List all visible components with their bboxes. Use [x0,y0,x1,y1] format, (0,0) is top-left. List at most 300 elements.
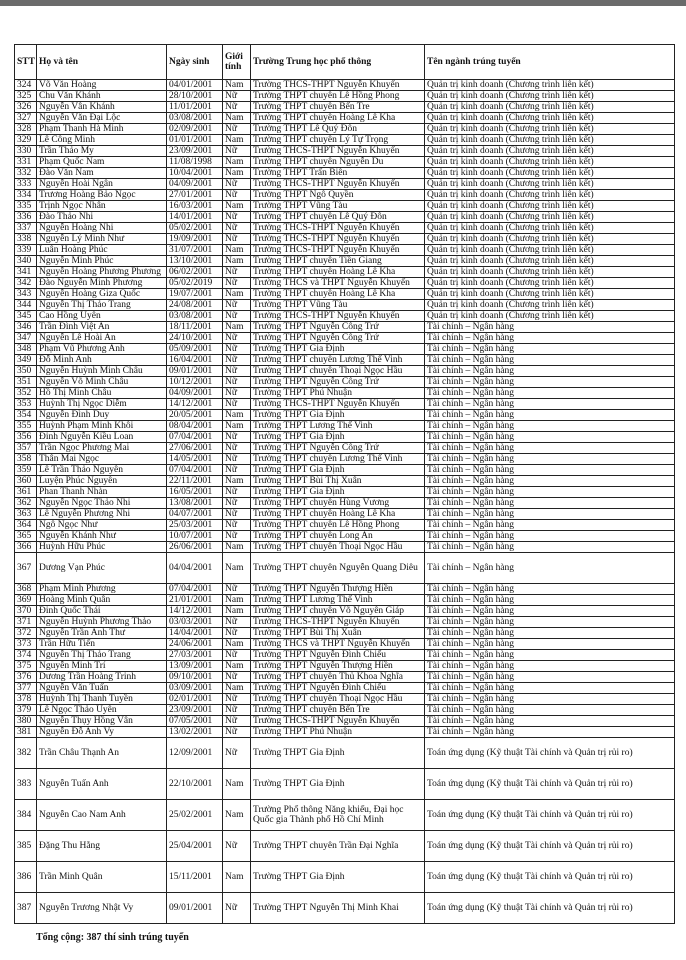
cell-dob: 02/09/2001 [167,124,223,135]
cell-major: Tài chính – Ngân hàng [425,595,675,606]
table-row [15,333,675,344]
cell-stt: 373 [15,639,37,650]
cell-major: Tài chính – Ngân hàng [425,432,675,443]
cell-school: Trường THPT Trấn Biên [251,168,425,179]
cell-major: Tài chính – Ngân hàng [425,705,675,716]
cell-dob: 16/05/2001 [167,487,223,498]
cell-major: Tài chính – Ngân hàng [425,421,675,432]
cell-name: Đào Văn Nam [37,168,167,179]
table-row [15,769,675,800]
cell-name: Trần Minh Quân [37,862,167,893]
cell-name: Đỗ Minh Anh [37,355,167,366]
cell-dob: 23/09/2001 [167,146,223,157]
cell-name: Nguyễn Trần Anh Thư [37,628,167,639]
cell-dob: 15/11/2001 [167,862,223,893]
cell-school: Trường THCS-THPT Nguyễn Khuyến [251,80,425,91]
cell-gender: Nam [223,201,251,212]
cell-gender: Nữ [223,366,251,377]
cell-major: Tài chính – Ngân hàng [425,672,675,683]
cell-major: Quản trị kinh doanh (Chương trình liên kết) [425,267,675,278]
cell-major: Tài chính – Ngân hàng [425,542,675,553]
cell-gender: Nữ [223,146,251,157]
cell-dob: 26/06/2001 [167,542,223,553]
cell-gender: Nam [223,862,251,893]
cell-school: Trường THPT chuyên Bến Tre [251,102,425,113]
cell-stt: 346 [15,322,37,333]
cell-school: Trường THPT Nguyễn Công Trứ [251,443,425,454]
cell-dob: 11/08/1998 [167,157,223,168]
cell-name: Nguyễn Hoàng Phương Phương [37,267,167,278]
cell-major: Tài chính – Ngân hàng [425,377,675,388]
cell-major: Quản trị kinh doanh (Chương trình liên kết) [425,124,675,135]
cell-stt: 331 [15,157,37,168]
table-row [15,168,675,179]
cell-dob: 27/01/2001 [167,190,223,201]
cell-school: Trường THPT chuyên Thủ Khoa Nghĩa [251,672,425,683]
cell-dob: 10/07/2001 [167,531,223,542]
cell-major: Quản trị kinh doanh (Chương trình liên kết) [425,278,675,289]
cell-stt: 374 [15,650,37,661]
cell-school: Trường THPT chuyên Lê Hồng Phong [251,520,425,531]
cell-name: Nguyễn Văn Đại Lộc [37,113,167,124]
cell-gender: Nữ [223,124,251,135]
cell-name: Nguyễn Lý Minh Như [37,234,167,245]
cell-stt: 325 [15,91,37,102]
cell-stt: 360 [15,476,37,487]
cell-gender: Nữ [223,311,251,322]
cell-gender: Nữ [223,399,251,410]
cell-major: Tài chính – Ngân hàng [425,531,675,542]
cell-gender: Nam [223,410,251,421]
cell-stt: 327 [15,113,37,124]
table-row [15,705,675,716]
cell-school: Trường THCS-THPT Nguyễn Khuyến [251,245,425,256]
cell-dob: 24/10/2001 [167,333,223,344]
table-row [15,278,675,289]
cell-dob: 04/09/2001 [167,179,223,190]
cell-gender: Nữ [223,377,251,388]
cell-major: Tài chính – Ngân hàng [425,443,675,454]
cell-gender: Nữ [223,893,251,924]
cell-school: Trường THPT Nguyễn Thị Minh Khai [251,893,425,924]
cell-dob: 13/08/2001 [167,498,223,509]
cell-name: Nguyễn Võ Minh Châu [37,377,167,388]
cell-major: Quản trị kinh doanh (Chương trình liên kết) [425,245,675,256]
table-row [15,639,675,650]
cell-stt: 340 [15,256,37,267]
cell-major: Tài chính – Ngân hàng [425,520,675,531]
cell-gender: Nữ [223,705,251,716]
table-row [15,135,675,146]
cell-stt: 375 [15,661,37,672]
table-row [15,831,675,862]
cell-gender: Nữ [223,831,251,862]
cell-school: Trường THPT chuyên Nguyễn Du [251,157,425,168]
table-row [15,421,675,432]
cell-stt: 334 [15,190,37,201]
cell-dob: 07/04/2001 [167,432,223,443]
cell-major: Tài chính – Ngân hàng [425,553,675,584]
cell-stt: 372 [15,628,37,639]
cell-dob: 10/12/2001 [167,377,223,388]
cell-gender: Nữ [223,443,251,454]
cell-school: Trường THPT chuyên Hoàng Lê Kha [251,113,425,124]
cell-stt: 347 [15,333,37,344]
table-row [15,683,675,694]
cell-name: Huỳnh Hữu Phúc [37,542,167,553]
table-row [15,124,675,135]
cell-gender: Nữ [223,520,251,531]
cell-name: Phạm Thanh Hà Minh [37,124,167,135]
table-row [15,476,675,487]
cell-school: Trường THPT Nguyễn Công Trứ [251,377,425,388]
cell-name: Trần Ngọc Phương Mai [37,443,167,454]
cell-name: Lê Trần Thảo Nguyên [37,465,167,476]
table-row [15,800,675,831]
total-summary: Tổng cộng: 387 thí sinh trúng tuyển [36,932,189,943]
cell-major: Tài chính – Ngân hàng [425,727,675,738]
cell-stt: 368 [15,584,37,595]
table-row [15,377,675,388]
cell-name: Nguyễn Minh Phúc [37,256,167,267]
table-row [15,738,675,769]
cell-name: Trịnh Ngọc Nhân [37,201,167,212]
cell-name: Trần Đình Việt An [37,322,167,333]
cell-school: Trường THPT chuyên Tiền Giang [251,256,425,267]
cell-name: Lê Nguyễn Phương Nhi [37,509,167,520]
cell-school: Trường THPT chuyên Lương Thế Vinh [251,454,425,465]
cell-dob: 03/09/2001 [167,683,223,694]
cell-gender: Nữ [223,531,251,542]
cell-major: Tài chính – Ngân hàng [425,410,675,421]
cell-gender: Nam [223,80,251,91]
cell-name: Đào Nguyễn Minh Phương [37,278,167,289]
cell-school: Trường THPT chuyên Hoàng Lê Kha [251,289,425,300]
cell-stt: 338 [15,234,37,245]
cell-major: Quản trị kinh doanh (Chương trình liên kết) [425,256,675,267]
cell-gender: Nữ [223,487,251,498]
cell-stt: 344 [15,300,37,311]
cell-major: Tài chính – Ngân hàng [425,683,675,694]
cell-dob: 22/10/2001 [167,769,223,800]
cell-stt: 383 [15,769,37,800]
cell-name: Dương Vạn Phúc [37,553,167,584]
cell-school: Trường THCS-THPT Nguyễn Khuyến [251,716,425,727]
cell-dob: 03/03/2001 [167,617,223,628]
cell-gender: Nam [223,421,251,432]
cell-gender: Nữ [223,738,251,769]
table-row [15,553,675,584]
cell-name: Lê Công Minh [37,135,167,146]
cell-stt: 337 [15,223,37,234]
table-row [15,862,675,893]
cell-school: Trường THPT Phú Nhuận [251,388,425,399]
cell-school: Trường Phổ thông Năng khiếu, Đại học Quốc gia Thành phố Hồ Chí Minh [251,800,425,831]
cell-stt: 324 [15,80,37,91]
cell-gender: Nữ [223,432,251,443]
cell-gender: Nữ [223,727,251,738]
table-header-row [15,45,675,80]
cell-school: Trường THPT Phú Nhuận [251,727,425,738]
cell-stt: 367 [15,553,37,584]
cell-name: Nguyễn Đình Duy [37,410,167,421]
header-name: Họ và tên [37,45,167,80]
cell-name: Đinh Nguyễn Kiều Loan [37,432,167,443]
cell-school: Trường THCS-THPT Nguyễn Khuyến [251,617,425,628]
cell-gender: Nam [223,553,251,584]
cell-dob: 05/02/2001 [167,223,223,234]
cell-dob: 05/09/2001 [167,344,223,355]
cell-school: Trường THPT Gia Định [251,410,425,421]
table-row [15,300,675,311]
cell-school: Trường THCS-THPT Nguyễn Khuyến [251,223,425,234]
cell-major: Tài chính – Ngân hàng [425,465,675,476]
cell-school: Trường THPT Gia Định [251,487,425,498]
cell-name: Nguyễn Thị Thảo Trang [37,650,167,661]
cell-school: Trường THPT chuyên Hoàng Lê Kha [251,509,425,520]
cell-major: Tài chính – Ngân hàng [425,650,675,661]
cell-major: Tài chính – Ngân hàng [425,716,675,727]
cell-stt: 369 [15,595,37,606]
cell-stt: 357 [15,443,37,454]
cell-major: Tài chính – Ngân hàng [425,454,675,465]
cell-gender: Nam [223,542,251,553]
cell-school: Trường THPT Gia Định [251,344,425,355]
cell-gender: Nam [223,135,251,146]
cell-school: Trường THPT Nguyễn Thượng Hiền [251,584,425,595]
cell-major: Tài chính – Ngân hàng [425,355,675,366]
table-row [15,606,675,617]
cell-stt: 342 [15,278,37,289]
cell-gender: Nữ [223,300,251,311]
cell-stt: 329 [15,135,37,146]
cell-dob: 14/04/2001 [167,628,223,639]
cell-major: Tài chính – Ngân hàng [425,388,675,399]
cell-gender: Nam [223,322,251,333]
cell-school: Trường THPT chuyên Nguyễn Quang Diêu [251,553,425,584]
cell-name: Cao Hồng Uyên [37,311,167,322]
table-row [15,893,675,924]
cell-dob: 13/02/2001 [167,727,223,738]
table-row [15,102,675,113]
table-row [15,727,675,738]
cell-stt: 361 [15,487,37,498]
table-row [15,716,675,727]
cell-school: Trường THPT Gia Định [251,738,425,769]
cell-stt: 386 [15,862,37,893]
cell-school: Trường THPT chuyên Thoại Ngọc Hầu [251,542,425,553]
cell-major: Tài chính – Ngân hàng [425,322,675,333]
cell-name: Hoàng Minh Quân [37,595,167,606]
cell-stt: 332 [15,168,37,179]
cell-name: Phạm Minh Phương [37,584,167,595]
cell-stt: 333 [15,179,37,190]
cell-gender: Nữ [223,388,251,399]
cell-major: Tài chính – Ngân hàng [425,333,675,344]
cell-stt: 370 [15,606,37,617]
cell-name: Luân Hoàng Phúc [37,245,167,256]
cell-gender: Nữ [223,333,251,344]
cell-name: Đinh Quốc Thái [37,606,167,617]
cell-gender: Nữ [223,650,251,661]
table-row [15,454,675,465]
header-gender: Giới tính [223,45,251,80]
cell-stt: 343 [15,289,37,300]
table-row [15,628,675,639]
cell-stt: 377 [15,683,37,694]
table-row [15,531,675,542]
cell-name: Luyện Phúc Nguyên [37,476,167,487]
table-row [15,498,675,509]
cell-gender: Nữ [223,223,251,234]
cell-dob: 25/03/2001 [167,520,223,531]
cell-dob: 24/06/2001 [167,639,223,650]
cell-school: Trường THPT Vũng Tàu [251,201,425,212]
cell-dob: 21/01/2001 [167,595,223,606]
table-row [15,322,675,333]
cell-name: Ngô Ngọc Như [37,520,167,531]
table-row [15,113,675,124]
cell-school: Trường THPT chuyên Lê Quý Đôn [251,212,425,223]
cell-dob: 13/10/2001 [167,256,223,267]
cell-stt: 365 [15,531,37,542]
cell-gender: Nữ [223,102,251,113]
cell-gender: Nam [223,476,251,487]
cell-stt: 380 [15,716,37,727]
cell-gender: Nam [223,606,251,617]
cell-school: Trường THPT Gia Định [251,862,425,893]
cell-major: Quản trị kinh doanh (Chương trình liên kết) [425,168,675,179]
cell-stt: 354 [15,410,37,421]
table-row [15,388,675,399]
cell-school: Trường THPT Nguyễn Công Trứ [251,333,425,344]
cell-gender: Nam [223,769,251,800]
cell-dob: 19/09/2001 [167,234,223,245]
cell-stt: 336 [15,212,37,223]
cell-dob: 20/05/2001 [167,410,223,421]
cell-gender: Nam [223,639,251,650]
cell-major: Toán ứng dụng (Kỹ thuật Tài chính và Quản trị rủi ro) [425,800,675,831]
cell-major: Quản trị kinh doanh (Chương trình liên kết) [425,300,675,311]
cell-school: Trường THPT chuyên Trần Đại Nghĩa [251,831,425,862]
cell-major: Quản trị kinh doanh (Chương trình liên kết) [425,113,675,124]
cell-dob: 31/07/2001 [167,245,223,256]
table-row [15,432,675,443]
cell-gender: Nữ [223,355,251,366]
cell-major: Quản trị kinh doanh (Chương trình liên kết) [425,135,675,146]
document-page [14,44,674,943]
cell-major: Tài chính – Ngân hàng [425,366,675,377]
cell-dob: 02/01/2001 [167,694,223,705]
cell-name: Nguyễn Hoài Ngân [37,179,167,190]
cell-major: Tài chính – Ngân hàng [425,694,675,705]
cell-stt: 355 [15,421,37,432]
cell-school: Trường THPT Ngô Quyền [251,190,425,201]
cell-stt: 352 [15,388,37,399]
cell-major: Toán ứng dụng (Kỹ thuật Tài chính và Quản trị rủi ro) [425,893,675,924]
cell-name: Trần Châu Thạnh An [37,738,167,769]
cell-school: Trường THCS-THPT Nguyễn Khuyến [251,179,425,190]
cell-gender: Nữ [223,190,251,201]
cell-name: Đặng Thu Hằng [37,831,167,862]
cell-stt: 330 [15,146,37,157]
cell-stt: 341 [15,267,37,278]
cell-name: Nguyễn Ngọc Thảo Nhi [37,498,167,509]
cell-stt: 353 [15,399,37,410]
cell-school: Trường THPT Gia Định [251,769,425,800]
cell-school: Trường THPT Nguyễn Đình Chiểu [251,650,425,661]
cell-dob: 01/01/2001 [167,135,223,146]
cell-gender: Nữ [223,716,251,727]
table-row [15,617,675,628]
cell-school: Trường THPT chuyên Lê Hồng Phong [251,91,425,102]
top-bar [0,0,686,6]
cell-major: Tài chính – Ngân hàng [425,476,675,487]
cell-major: Quản trị kinh doanh (Chương trình liên kết) [425,102,675,113]
cell-stt: 328 [15,124,37,135]
cell-dob: 04/04/2001 [167,553,223,584]
admission-table [14,44,675,924]
cell-gender: Nữ [223,509,251,520]
table-row [15,179,675,190]
cell-name: Chu Văn Khánh [37,91,167,102]
cell-gender: Nam [223,157,251,168]
cell-dob: 18/11/2001 [167,322,223,333]
cell-name: Nguyễn Vân Khánh [37,102,167,113]
table-row [15,672,675,683]
cell-gender: Nam [223,245,251,256]
cell-major: Quản trị kinh doanh (Chương trình liên kết) [425,179,675,190]
cell-stt: 381 [15,727,37,738]
cell-major: Tài chính – Ngân hàng [425,661,675,672]
cell-gender: Nữ [223,278,251,289]
cell-name: Phạm Vũ Phương Anh [37,344,167,355]
cell-name: Phan Thanh Nhàn [37,487,167,498]
cell-dob: 05/02/2019 [167,278,223,289]
cell-stt: 387 [15,893,37,924]
cell-school: Trường THCS-THPT Nguyễn Khuyến [251,311,425,322]
table-row [15,223,675,234]
table-row [15,650,675,661]
cell-major: Tài chính – Ngân hàng [425,617,675,628]
cell-major: Tài chính – Ngân hàng [425,509,675,520]
cell-school: Trường THCS-THPT Nguyễn Khuyến [251,399,425,410]
cell-dob: 09/10/2001 [167,672,223,683]
cell-dob: 07/05/2001 [167,716,223,727]
cell-name: Nguyễn Huỳnh Minh Châu [37,366,167,377]
cell-dob: 28/10/2001 [167,91,223,102]
cell-school: Trường THPT Bùi Thị Xuân [251,476,425,487]
cell-dob: 11/01/2001 [167,102,223,113]
cell-school: Trường THCS và THPT Nguyễn Khuyến [251,278,425,289]
cell-major: Tài chính – Ngân hàng [425,639,675,650]
cell-gender: Nữ [223,694,251,705]
cell-school: Trường THCS-THPT Nguyễn Khuyến [251,146,425,157]
table-row [15,256,675,267]
table-row [15,520,675,531]
cell-name: Nguyễn Minh Trí [37,661,167,672]
cell-dob: 09/01/2001 [167,893,223,924]
cell-major: Quản trị kinh doanh (Chương trình liên kết) [425,80,675,91]
cell-major: Toán ứng dụng (Kỹ thuật Tài chính và Quản trị rủi ro) [425,738,675,769]
cell-name: Huỳnh Thị Ngọc Diễm [37,399,167,410]
cell-school: Trường THPT Nguyễn Công Trứ [251,322,425,333]
cell-major: Tài chính – Ngân hàng [425,584,675,595]
cell-dob: 22/11/2001 [167,476,223,487]
cell-dob: 14/05/2001 [167,454,223,465]
cell-major: Quản trị kinh doanh (Chương trình liên kết) [425,201,675,212]
cell-stt: 362 [15,498,37,509]
